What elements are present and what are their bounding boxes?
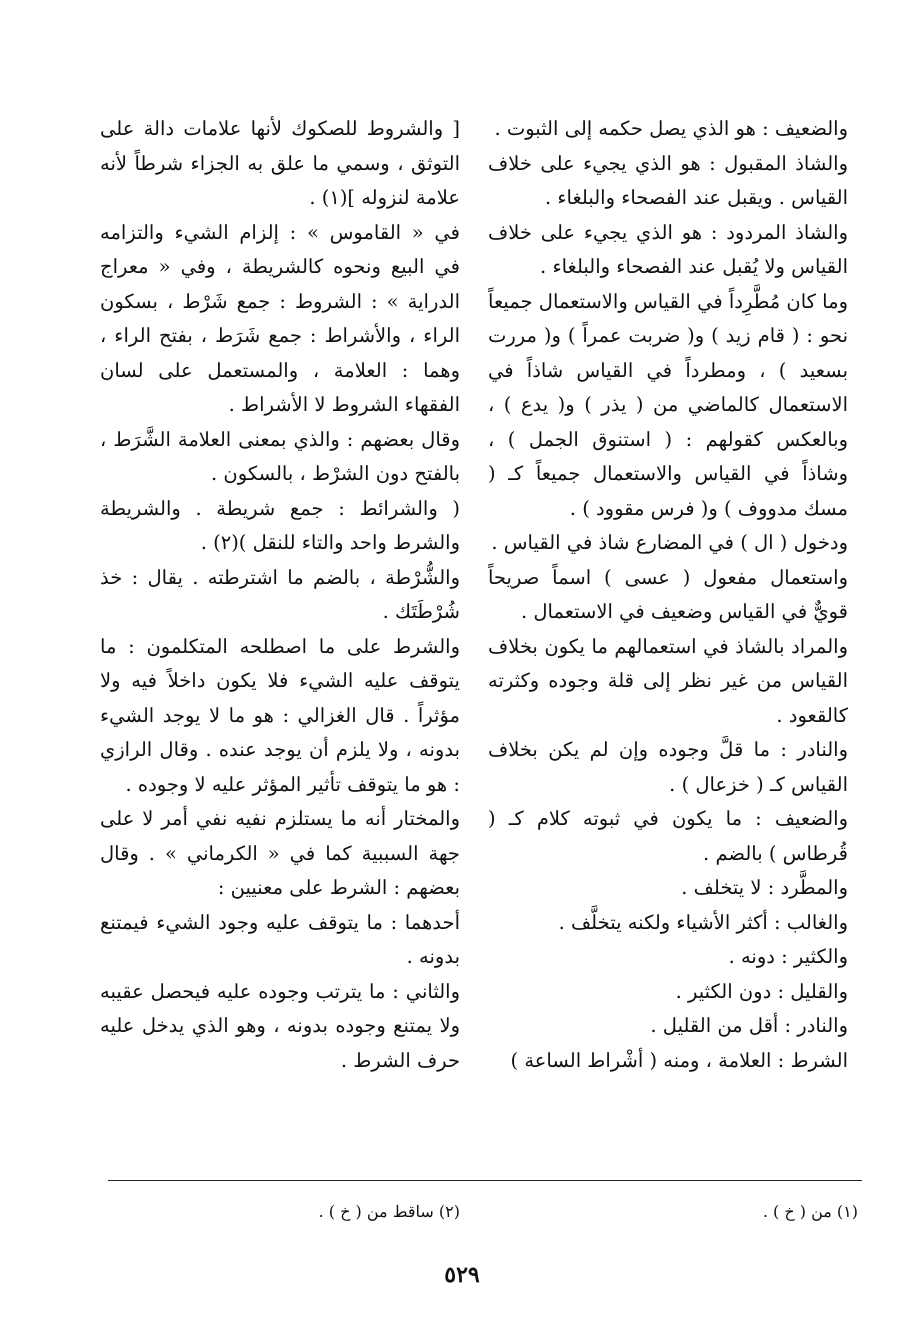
paragraph: والنادر : ما قلَّ وجوده وإن لم يكن بخلاف القياس كـ ( خزعال ) . [488, 738, 848, 796]
paragraph: والضعيف : هو الذي يصل حكمه إلى الثبوت . [494, 117, 848, 140]
footnote-divider [108, 1180, 862, 1181]
paragraph: والشاذ المردود : هو الذي يجيء على خلاف القياس ولا يُقبل عند الفصحاء والبلغاء . [488, 220, 848, 278]
footnote-2: (٢) ساقط من ( خ ) . [318, 1202, 460, 1221]
paragraph: أحدهما : ما يتوقف عليه وجود الشيء فيمتنع بدونه . [100, 910, 460, 968]
paragraph: والغالب : أكثر الأشياء ولكنه يتخلَّف . [558, 910, 848, 934]
paragraph: والضعيف : ما يكون في ثبوته كلام كـ ( قُرطاس ) بالضم . [488, 807, 848, 865]
paragraph: والشُّرْطة ، بالضم ما اشترطته . يقال : خذ شُرْطَتَك . [100, 565, 460, 623]
paragraph: والمراد بالشاذ في استعمالهم ما يكون بخلاف القياس من غير نظر إلى قلة وجوده وكثرته كالقعود . [488, 634, 848, 727]
paragraph: والكثير : دونه . [728, 945, 848, 968]
paragraph: الشرط : العلامة ، ومنه ( أشْراط الساعة ) [510, 1048, 848, 1072]
paragraph: والمطَّرد : لا يتخلف . [681, 876, 848, 899]
paragraph: والمختار أنه ما يستلزم نفيه نفي أمر لا على جهة السببية كما في « الكرماني » . وقال بعضهم : الشرط على معنيين : [100, 807, 460, 899]
paragraph: وقال بعضهم : والذي بمعنى العلامة الشَّرَط ، بالفتح دون الشرْط ، بالسكون . [100, 427, 460, 485]
paragraph: واستعمال مفعول ( عسى ) اسماً صريحاً قويٌّ في القياس وضعيف في الاستعمال . [488, 565, 848, 623]
paragraph: والثاني : ما يترتب وجوده عليه فيحصل عقيبه ولا يمتنع وجوده بدونه ، وهو الذي يدخل عليه حرف الشرط . [100, 979, 460, 1072]
left-column [100, 112, 460, 1078]
text-columns [100, 112, 848, 1078]
paragraph: ودخول ( ال ) في المضارع شاذ في القياس . [491, 531, 848, 554]
paragraph: والشرط على ما اصطلحه المتكلمون : ما يتوقف عليه الشيء فلا يكون داخلاً فيه ولا مؤثراً . قال الغزالي : هو ما لا يوجد الشيء بدونه ، ولا يلزم أن يوجد عنده . وقال الرازي : هو ما يتوقف تأثير المؤثر عليه لا وجوده . [100, 634, 460, 796]
paragraph: والقليل : دون الكثير . [675, 979, 848, 1003]
footnote-1: (١) من ( خ ) . [762, 1202, 858, 1221]
page-number: ٥٢٩ [444, 1262, 480, 1288]
paragraph: ( والشرائط : جمع شريطة . والشريطة والشرط واحد والتاء للنقل )(٢) . [100, 496, 460, 554]
paragraph: والشاذ المقبول : هو الذي يجيء على خلاف القياس . ويقبل عند الفصحاء والبلغاء . [488, 151, 848, 209]
paragraph: في « القاموس » : إلزام الشيء والتزامه في البيع ونحوه كالشريطة ، وفي « معراج الدراية » : الشروط : جمع شَرْط ، بسكون الراء ، والأشراط : جمع شَرَط ، بفتح الراء ، وهما : العلامة ، والمستعمل على لسان الفقهاء الشروط لا الأشراط . [100, 220, 460, 416]
paragraph: وما كان مُطَّرِداً في القياس والاستعمال جميعاً نحو : ( قام زيد ) و( ضربت عمراً ) و( مررت بسعيد ) ، ومطرداً في القياس شاذاً في الاستعمال كالماضي من ( يذر ) و( يدع ) ، وبالعكس كقولهم : ( استنوق الجمل ) ، وشاذاً في القياس والاستعمال جميعاً كـ ( مسك مدووف ) و( فرس مقوود ) . [488, 289, 848, 520]
paragraph: والنادر : أقل من القليل . [650, 1014, 848, 1037]
paragraph: [ والشروط للصكوك لأنها علامات دالة على التوثق ، وسمي ما علق به الجزاء شرطاً لأنه علامة لنزوله ](١) . [100, 117, 460, 209]
footnotes [100, 1200, 858, 1224]
right-column [488, 112, 848, 1078]
